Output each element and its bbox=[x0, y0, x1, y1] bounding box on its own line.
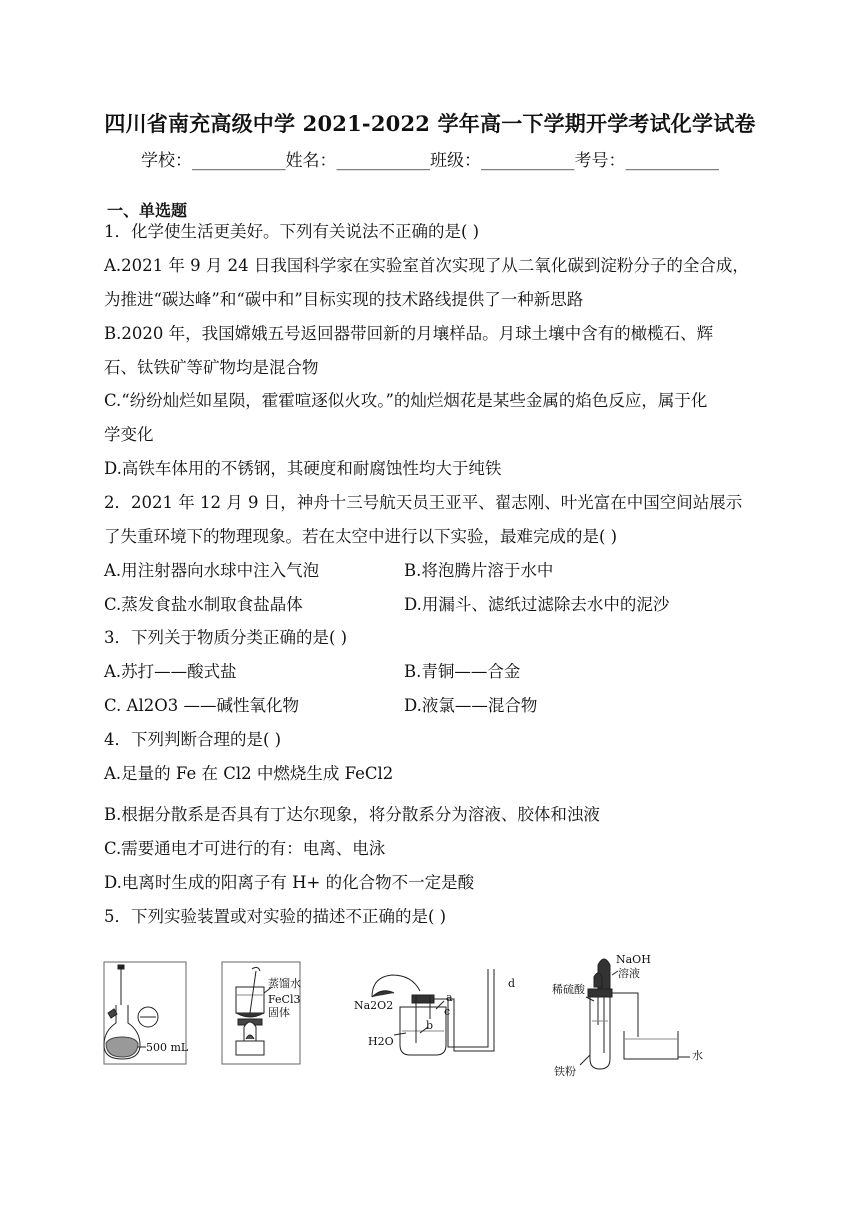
naoh-label: NaOH bbox=[616, 953, 651, 966]
q1-option-c-line1: C.“纷纷灿烂如星陨，霍霍喧逐似火攻。”的灿烂烟花是某些金属的焰色反应，属于化 bbox=[104, 391, 708, 410]
q2-stem-line2: 了失重环境下的物理现象。若在太空中进行以下实验，最难完成的是( ) bbox=[104, 527, 618, 546]
q1-option-c-line2: 学变化 bbox=[104, 425, 154, 444]
figure-volumetric-flask bbox=[104, 962, 189, 1064]
q5-stem: 5．下列实验装置或对实验的描述不正确的是( ) bbox=[104, 907, 447, 926]
q4-option-d: D.电离时生成的阳离子有 H+ 的化合物不一定是酸 bbox=[104, 873, 475, 892]
water-label: 水 bbox=[692, 1049, 703, 1062]
h2o-label: H2O bbox=[368, 1035, 394, 1048]
q2-option-d: D.用漏斗、滤纸过滤除去水中的泥沙 bbox=[404, 595, 670, 614]
figure-heating-fecl3 bbox=[222, 962, 301, 1064]
q4-stem: 4．下列判断合理的是( ) bbox=[104, 730, 282, 749]
q1-option-d: D.高铁车体用的不锈钢，其硬度和耐腐蚀性均大于纯铁 bbox=[104, 459, 502, 478]
q3-option-b: B.青铜——合金 bbox=[404, 662, 521, 681]
q1-option-b-line2: 石、钛铁矿等矿物均是混合物 bbox=[104, 358, 319, 377]
dilute-acid-label: 稀硫酸 bbox=[552, 983, 585, 996]
figure-iron-acid-naoh bbox=[552, 953, 703, 1078]
solid-label: 固体 bbox=[268, 1006, 290, 1019]
q1-stem: 1．化学使生活更美好。下列有关说法不正确的是( ) bbox=[104, 222, 480, 241]
q5-figures bbox=[0, 935, 860, 1085]
figure-na2o2-apparatus bbox=[354, 969, 515, 1055]
flask-volume-label: 500 mL bbox=[146, 1041, 189, 1054]
q3-option-a: A.苏打——酸式盐 bbox=[104, 662, 237, 681]
q4-option-c: C.需要通电才可进行的有：电离、电泳 bbox=[104, 839, 386, 858]
iron-powder-label: 铁粉 bbox=[554, 1065, 576, 1078]
q2-option-c: C.蒸发食盐水制取食盐晶体 bbox=[104, 595, 303, 614]
q3-option-c: C. Al2O3 ——碱性氧化物 bbox=[104, 696, 299, 715]
q1-option-a-line1: A.2021 年 9 月 24 日我国科学家在实验室首次实现了从二氧化碳到淀粉分子的全合成， bbox=[104, 256, 749, 275]
label-a: a bbox=[446, 991, 453, 1004]
student-info-line: 学校：___________姓名：___________班级：___________考号：___________ bbox=[141, 151, 719, 171]
q2-stem-line1: 2．2021 年 12 月 9 日，神舟十三号航天员王亚平、翟志刚、叶光富在中国空间站展示 bbox=[104, 493, 743, 512]
solution-label: 溶液 bbox=[618, 967, 640, 980]
q3-stem: 3．下列关于物质分类正确的是( ) bbox=[104, 628, 348, 647]
q4-option-a: A.足量的 Fe 在 Cl2 中燃烧生成 FeCl2 bbox=[104, 764, 394, 783]
label-c: c bbox=[444, 1005, 451, 1018]
na2o2-label: Na2O2 bbox=[354, 999, 394, 1012]
q3-option-d: D.液氯——混合物 bbox=[404, 696, 538, 715]
fecl3-label: FeCl3 bbox=[268, 993, 301, 1006]
q1-option-a-line2: 为推进“碳达峰”和“碳中和”目标实现的技术路线提供了一种新思路 bbox=[104, 290, 584, 309]
q2-option-b: B.将泡腾片溶于水中 bbox=[404, 561, 554, 580]
page-title: 四川省南充高级中学 2021-2022 学年高一下学期开学考试化学试卷 bbox=[104, 111, 756, 136]
q4-option-b: B.根据分散系是否具有丁达尔现象，将分散系分为溶液、胶体和浊液 bbox=[104, 805, 600, 824]
section-heading: 一、单选题 bbox=[107, 201, 188, 220]
label-d: d bbox=[508, 977, 516, 990]
q2-option-a: A.用注射器向水球中注入气泡 bbox=[104, 561, 320, 580]
q1-option-b-line1: B.2020 年，我国嫦娥五号返回器带回新的月壤样品。月球土壤中含有的橄榄石、辉 bbox=[104, 324, 714, 343]
label-b: b bbox=[426, 1019, 434, 1032]
distilled-water-label: 蒸馏水 bbox=[268, 977, 301, 990]
